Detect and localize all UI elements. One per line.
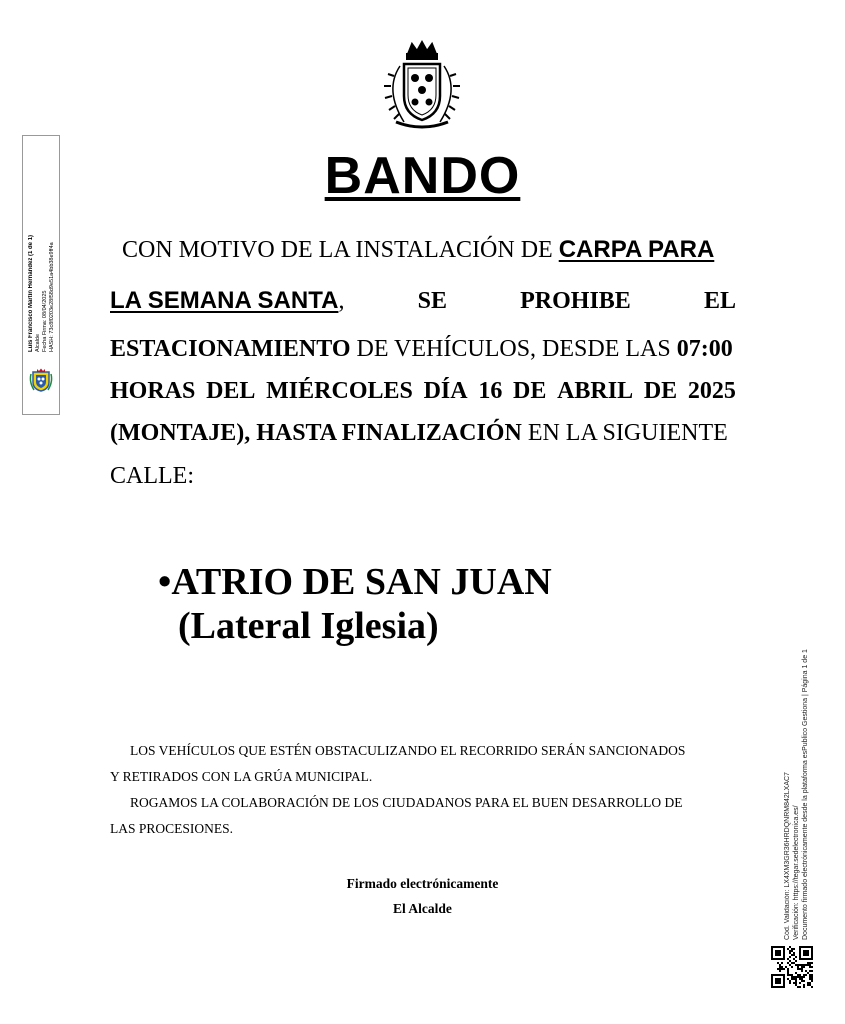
notice-line-2: LA SEMANA SANTA, SE PROHIBE EL (110, 287, 736, 314)
notice-line-6: CALLE: (110, 463, 194, 489)
notice-line-5: (MONTAJE), HASTA FINALIZACIÓN EN LA SIGUIENTE (110, 420, 728, 446)
bullet: • (158, 561, 172, 603)
note-line-2: Y RETIRADOS CON LA GRÚA MUNICIPAL. (110, 769, 373, 784)
signature-line-2: El Alcalde (393, 901, 452, 916)
signature-hash: HASH: 73c8f0203e28f58d9e51a4bb38e9ff4a (49, 242, 55, 352)
street-block (158, 560, 552, 648)
notice-line-4: HORAS DEL MIÉRCOLES DÍA 16 DE ABRIL DE 2025 (110, 378, 736, 404)
notice-line-1: CON MOTIVO DE LA INSTALACIÓN DE CARPA PARA (122, 236, 715, 263)
signature-date: Fecha Firma: 08/04/2025 (42, 290, 48, 352)
notice-line-3: ESTACIONAMIENTO DE VEHÍCULOS, DESDE LAS 07:00 (110, 336, 733, 362)
coat-of-arms-icon (374, 40, 470, 132)
document-title: BANDO (324, 147, 521, 205)
signature-stamp-text (28, 142, 55, 352)
qr-code-icon (771, 946, 813, 988)
note-line-4: LAS PROCESIONES. (110, 821, 234, 836)
note-line-3: ROGAMOS LA COLABORACIÓN DE LOS CIUDADANOS PARA EL BUEN DESARROLLO DE (130, 795, 683, 810)
signature-line-1: Firmado electrónicamente (346, 876, 499, 891)
verification-footer: Documento firmado electrónicamente desde la plataforma esPublico Gestiona | Página 1 de 1 (802, 649, 809, 940)
signature-stamp (22, 135, 60, 415)
verification-url[interactable]: Verificación: https://tegar.sedelectronica.es/ (793, 805, 800, 940)
municipal-seal-icon (29, 368, 53, 392)
street-name: ATRIO DE SAN JUAN (171, 561, 552, 603)
signer-name: Luis Francisco Martín Hernández (1 de 1) (28, 234, 34, 352)
street-detail: (Lateral Iglesia) (178, 605, 439, 647)
note-line-1: LOS VEHÍCULOS QUE ESTÉN OBSTACULIZANDO EL RECORRIDO SERÁN SANCIONADOS (130, 743, 686, 758)
validation-code: Cód. Validación: LX4XM3GR36HRDQNRM842LXAC7 (784, 772, 791, 940)
verification-text (783, 640, 819, 940)
signer-role: Alcalde (35, 333, 41, 352)
